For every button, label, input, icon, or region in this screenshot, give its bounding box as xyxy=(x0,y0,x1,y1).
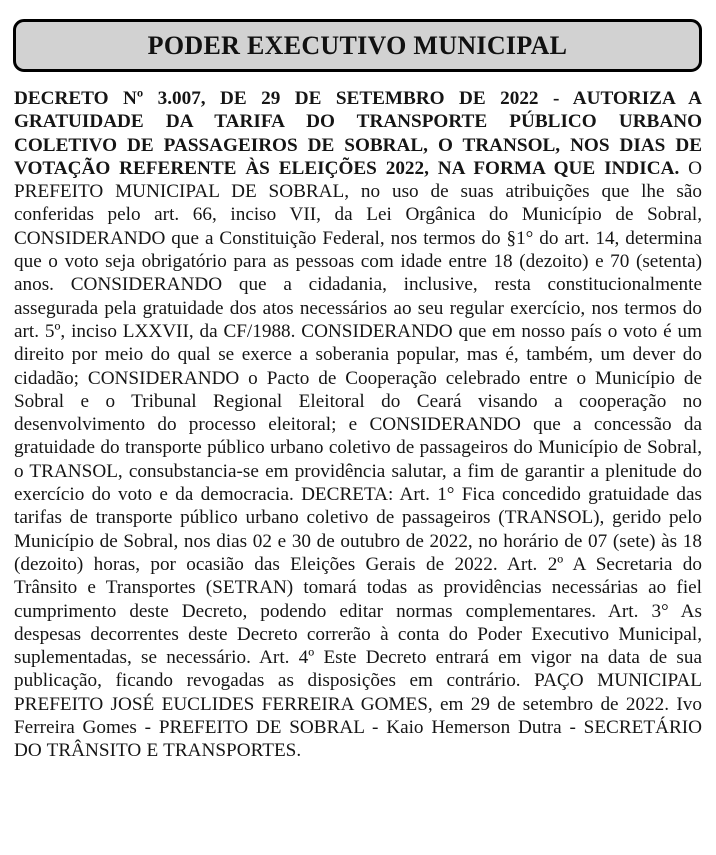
decree-body: O PREFEITO MUNICIPAL DE SOBRAL, no uso de suas atribuições que lhe são conferidas pelo art. 66, inciso VII, da Lei Orgânica do Município de Sobral, CONSIDERANDO que a Constituição Federal, nos termos do §1° do art. 14, determina que o voto seja obrigatório para as pessoas com idade entre 18 (dezoito) e 70 (setenta) anos. CONSIDERANDO que a cidadania, inclusive, resta constitucionalmente assegurada pela gratuidade dos atos necessários ao seu regular exercício, nos termos do art. 5º, inciso LXXVII, da CF/1988. CONSIDERANDO que em nosso país o voto é um direito por meio do qual se exerce a soberania popular, mas é, também, um dever do cidadão; CONSIDERANDO o Pacto de Cooperação celebrado entre o Município de Sobral e o Tribunal Regional Eleitoral do Ceará visando a cooperação no desenvolvimento do processo eleitoral; e CONSIDERANDO que a concessão da gratuidade do transporte público urbano coletivo de passageiros do Município de Sobral, o TRANSOL, consubstancia-se em providência salutar, a fim de garantir a plenitude do exercício do voto e da democracia. DECRETA: Art. 1° Fica concedido gratuidade das tarifas de transporte público urbano coletivo de passageiros (TRANSOL), gerido pelo Município de Sobral, nos dias 02 e 30 de outubro de 2022, no horário de 07 (sete) às 18 (dezoito) horas, por ocasião das Eleições Gerais de 2022. Art. 2º A Secretaria do Trânsito e Transportes (SETRAN) tomará todas as providências necessárias ao fiel cumprimento deste Decreto, podendo editar normas complementares. Art. 3° As despesas decorrentes deste Decreto correrão à conta do Poder Executivo Municipal, suplementadas, se necessário. Art. 4º Este Decreto entrará em vigor na data de sua publicação, ficando revogadas as disposições em contrário. PAÇO MUNICIPAL PREFEITO JOSÉ EUCLIDES FERREIRA GOMES, em 29 de setembro de 2022. Ivo Ferreira Gomes - PREFEITO DE SOBRAL - Kaio Hemerson Dutra - SECRETÁRIO DO TRÂNSITO E TRANSPORTES. xyxy=(14,157,703,762)
decree-paragraph xyxy=(14,87,702,763)
decree-heading: DECRETO Nº 3.007, DE 29 DE SETEMBRO DE 2022 - AUTORIZA A GRATUIDADE DA TARIFA DO TRANSPORTE PÚBLICO URBANO COLETIVO DE PASSAGEIROS DE SOBRAL, O TRANSOL, NOS DIAS DE VOTAÇÃO REFERENTE ÀS ELEIÇÕES 2022, NA FORMA QUE INDICA. xyxy=(14,88,702,179)
masthead-box xyxy=(13,19,702,72)
masthead-title: PODER EXECUTIVO MUNICIPAL xyxy=(147,30,568,60)
